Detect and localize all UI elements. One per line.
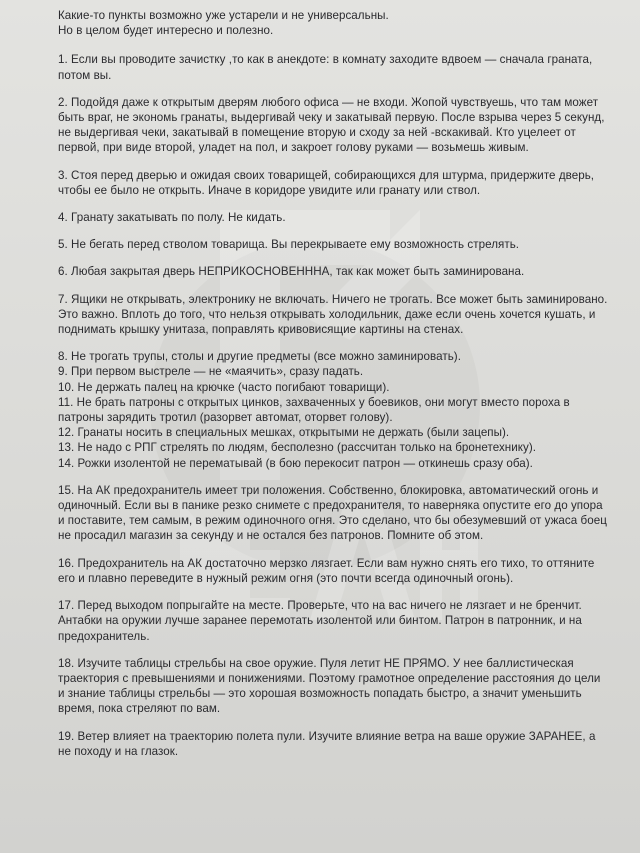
rule-item: [58, 656, 610, 717]
rule-text: 18. Изучите таблицы стрельбы на свое оружие. Пуля летит НЕ ПРЯМО. У нее баллистическая траектория с превышениями и понижениями. Поэтому грамотное определение расстояния до цели и знание таблицы стрельбы — это хорошая возможность попадать быстро, а значит уменьшить время, пока стреляют по вам.: [58, 656, 601, 716]
list-item: 11. Не брать патроны с открытых цинков, захваченных у боевиков, они могут вместо пороха в патроны зарядить тротил (разорвет автомат, оторвет голову).: [58, 395, 570, 425]
rule-item: [58, 292, 610, 338]
list-item: 8. Не трогать трупы, столы и другие предметы (все можно заминировать).: [58, 350, 461, 364]
list-item: 12. Гранаты носить в специальных мешках, открытыми не держать (были зацепы).: [58, 426, 510, 440]
list-item: 10. Не держать палец на крючке (часто погибают товарищи).: [58, 380, 390, 394]
rule-text: 4. Гранату закатывать по полу. Не кидать.: [58, 211, 286, 225]
rule-text: 17. Перед выходом попрыгайте на месте. Проверьте, что на вас ничего не лязгает и не бренчит. Антабки на оружии лучше заранее перемотать изолентой или бинтом. Патрон в патронник, и на предохранитель.: [58, 599, 582, 643]
rule-text: 5. Не бегать перед стволом товарища. Вы перекрываете ему возможность стрелять.: [58, 238, 520, 252]
rule-item: [58, 168, 610, 198]
rule-text: 16. Предохранитель на АК достаточно мерзко лязгает. Если вам нужно снять его тихо, то оттяните его и плавно переведите в нужный режим огня (это почти всегда одиночный огонь).: [58, 556, 595, 585]
intro-line: Какие-то пункты возможно уже устарели и не универсальны.: [58, 9, 389, 22]
rule-text: 2. Подойдя даже к открытым дверям любого офиса — не входи. Жопой чувствуешь, что там может быть враг, не экономь гранаты, выдергивай чеку и закатывай первую. После взрыва через 5 секунд, не выдергивая чеки, закатывай в помещение вторую и сходу за ней -вскакивай. Кто уцелеет от первой, при виде второй, уладет на пол, и закроет голову руками — возьмешь живым.: [58, 95, 605, 155]
list-item: 14. Рожки изолентой не перематывай (в бою перекосит патрон — откинешь сразу оба).: [58, 456, 533, 470]
list-item: 13. Не надо с РПГ стрелять по людям, бесполезно (рассчитан только на бронетехнику).: [58, 441, 537, 455]
rule-text: 1. Если вы проводите зачистку ,то как в анекдоте: в комнату заходите вдвоем — сначала граната, потом вы.: [58, 53, 593, 82]
rule-item: [58, 237, 610, 252]
rule-text: 7. Ящики не открывать, электронику не включать. Ничего не трогать. Все может быть заминировано. Это важно. Вплоть до того, что нельзя открывать холодильник, даже если очень хочется кушать, и поднимать крышку унитаза, поправлять кривовисящие картины на стенах.: [58, 292, 608, 337]
rule-text: 15. На АК предохранитель имеет три положения. Собственно, блокировка, автоматический огонь и одиночный. Если вы в панике резко снимете с предохранителя, то наверняка опустите его до упора и поставите, тем самым, в режим одиночного огня. Это сделано, что бы обезумевший от ужаса боец не просадил магазин за секунду и не остался без патронов. Помните об этом.: [58, 483, 607, 543]
rule-item: [58, 264, 610, 279]
rule-text: 19. Ветер влияет на траекторию полета пули. Изучите влияние ветра на ваше оружие ЗАРАНЕЕ, а не походу и на глазок.: [58, 729, 596, 758]
document-text: [58, 8, 610, 771]
rule-item: [58, 598, 610, 644]
rule-item: [58, 52, 610, 82]
intro-line: Но в целом будет интересно и полезно.: [58, 24, 274, 38]
rule-item: [58, 556, 610, 586]
rule-text: 6. Любая закрытая дверь НЕПРИКОСНОВЕНННА, так как может быть заминирована.: [58, 265, 525, 279]
intro: [58, 8, 610, 38]
list-item: 9. При первом выстреле — не «маячить», сразу падать.: [58, 365, 364, 379]
rule-item: [58, 729, 610, 759]
rule-item: [58, 95, 610, 156]
rule-text: 3. Стоя перед дверью и ожидая своих товарищей, собирающихся для штурма, придержите дверь, чтобы ее было не открыть. Иначе в коридоре увидите или гранату или ствол.: [58, 168, 595, 197]
short-rules-list: [58, 349, 610, 471]
rule-item: [58, 483, 610, 544]
rule-item: [58, 210, 610, 225]
